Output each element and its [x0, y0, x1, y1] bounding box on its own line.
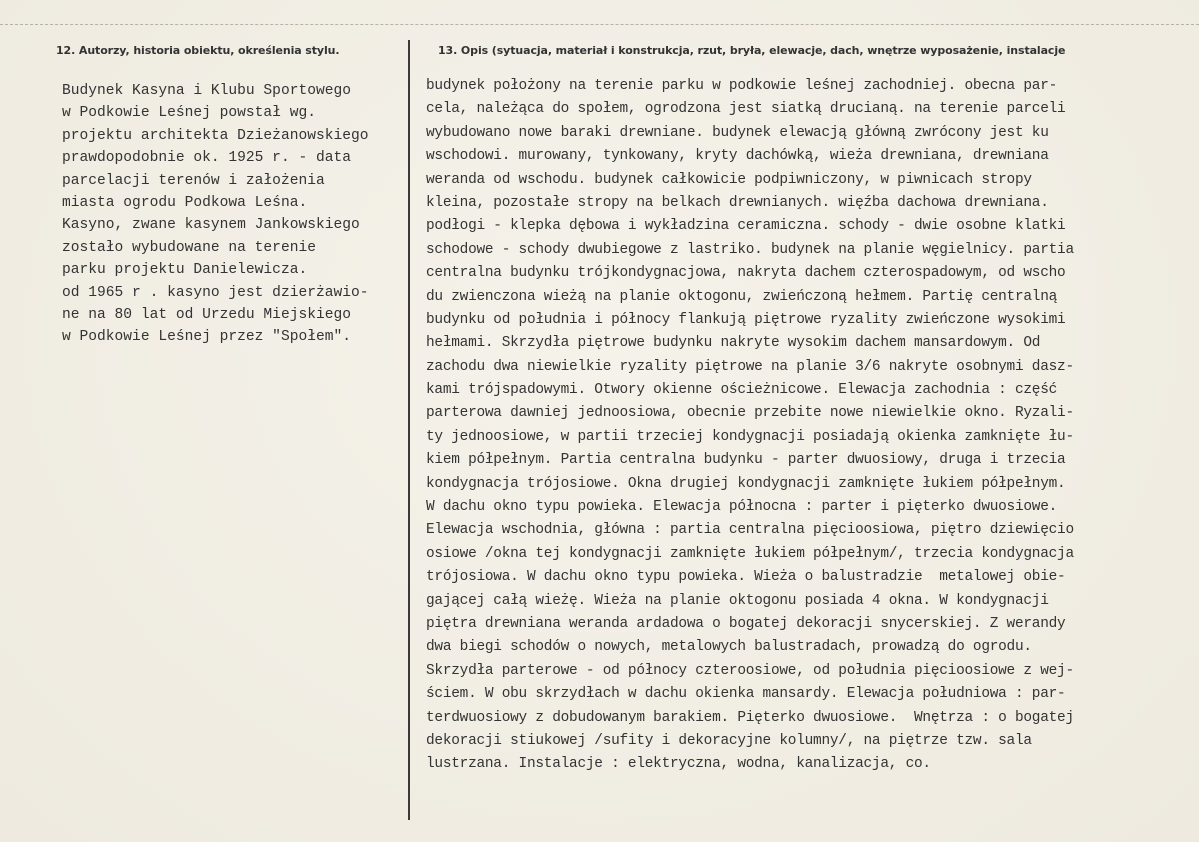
history-line: Budynek Kasyna i Klubu Sportowego [62, 83, 352, 99]
history-line: parcelacji terenów i założenia [62, 172, 325, 189]
description-line: ty jednoosiowe, w partii trzeciej kondygnacji posiadają okienka zamknięte łu- [426, 428, 1074, 445]
description-line: gającej całą wieżę. Wieża na planie oktogonu posiada 4 okna. W kondygnacji [426, 592, 1049, 609]
description-line: hełmami. Skrzydła piętrowe budynku nakryte wysokim dachem mansardowym. Od [426, 335, 1041, 352]
history-line: w Podkowie Leśnej powstał wg. [62, 105, 316, 122]
description-line: budynku od południa i północy flankują piętrowe ryzality zwieńczone wysokimi [426, 311, 1066, 328]
description-line: podłogi - klepka dębowa i wykładzina ceramiczna. schody - dwie osobne klatki [426, 218, 1066, 235]
description-line: centralna budynku trójkondygnacjowa, nakryta dachem czterospadowym, od wscho [426, 265, 1066, 282]
history-line: Kasyno, zwane kasynem Jankowskiego [62, 217, 360, 234]
history-line: ne na 80 lat od Urzedu Miejskiego [62, 306, 352, 323]
history-line: od 1965 r . kasyno jest dzierżawio- [62, 284, 369, 301]
description-line: terdwuosiowy z dobudowanym barakiem. Pięterko dwuosiowe. Wnętrza : o bogatej [426, 709, 1074, 726]
description-line: trójosiowa. W dachu okno typu powieka. Wieża o balustradzie metalowej obie- [426, 569, 1066, 586]
description-line: kami trójspadowymi. Otwory okienne ościeżnicowe. Elewacja zachodnia : część [426, 382, 1058, 399]
description-line: dwa biegi schodów o nowych, metalowych balustradach, prowadzą do ogrodu. [426, 639, 1032, 656]
description-line: du zwienczona wieżą na planie oktogonu, zwieńczoną hełmem. Partię centralną [426, 288, 1058, 305]
description-line: kiem półpełnym. Partia centralna budynku - parter dwuosiowy, druga i trzecia [426, 452, 1066, 469]
history-text-block [62, 80, 402, 349]
description-line: kondygnacja trójosiowe. Okna drugiej kondygnacji zamknięte łukiem półpełnym. [426, 475, 1066, 492]
history-line: w Podkowie Leśnej przez "Społem". [62, 329, 352, 346]
description-line: Elewacja wschodnia, główna : partia centralna pięcioosiowa, piętro dziewięcio [426, 522, 1074, 539]
history-line: prawdopodobnie ok. 1925 r. - data [62, 150, 352, 167]
section-13-header: 13. Opis (sytuacja, materiał i konstrukcja, rzut, bryła, elewacje, dach, wnętrze wyposażenie, instalacje [438, 44, 1066, 57]
top-perforation-line [0, 24, 1199, 25]
history-line: projektu architekta Dzieżanowskiego [62, 127, 369, 144]
description-line: Skrzydła parterowe - od północy czteroosiowe, od południa pięcioosiowe z wej- [426, 662, 1074, 679]
description-line: cela, należąca do społem, ogrodzona jest siatką drucianą. na terenie parceli [426, 101, 1066, 118]
description-line: W dachu okno typu powieka. Elewacja północna : parter i pięterko dwuosiowe. [426, 499, 1058, 516]
description-line: budynek położony na terenie parku w podkowie leśnej zachodniej. obecna par- [426, 78, 1058, 94]
description-line: parterowa dawniej jednoosiowa, obecnie przebite nowe niewielkie okno. Ryzali- [426, 405, 1074, 422]
column-divider [408, 40, 410, 820]
description-line: schodowe - schody dwubiegowe z lastriko. budynek na planie węgielnicy. partia [426, 241, 1074, 258]
description-line: piętra drewniana weranda ardadowa o bogatej dekoracji snycerskiej. Z werandy [426, 615, 1066, 632]
section-12-header: 12. Autorzy, historia obiektu, określenia stylu. [56, 44, 340, 57]
description-line: weranda od wschodu. budynek całkowicie podpiwniczony, w piwnicach stropy [426, 171, 1032, 188]
description-line: lustrzana. Instalacje : elektryczna, wodna, kanalizacja, co. [426, 756, 931, 773]
description-line: osiowe /okna tej kondygnacji zamknięte łukiem półpełnym/, trzecia kondygnacja [426, 545, 1074, 562]
history-line: parku projektu Danielewicza. [62, 262, 308, 279]
description-text-block [426, 75, 1196, 777]
description-line: wybudowano nowe baraki drewniane. budynek elewacją główną zwrócony jest ku [426, 124, 1049, 141]
description-line: wschodowi. murowany, tynkowany, kryty dachówką, wieża drewniana, drewniana [426, 148, 1049, 165]
description-line: zachodu dwa niewielkie ryzality piętrowe na planie 3/6 nakryte osobnymi dasz- [426, 358, 1074, 375]
history-line: miasta ogrodu Podkowa Leśna. [62, 194, 308, 211]
description-line: dekoracji stiukowej /sufity i dekoracyjne kolumny/, na piętrze tzw. sala [426, 732, 1032, 749]
history-line: zostało wybudowane na terenie [62, 239, 316, 256]
description-line: ściem. W obu skrzydłach w dachu okienka mansardy. Elewacja południowa : par- [426, 686, 1066, 703]
description-line: kleina, pozostałe stropy na belkach drewnianych. więźba dachowa drewniana. [426, 194, 1049, 211]
